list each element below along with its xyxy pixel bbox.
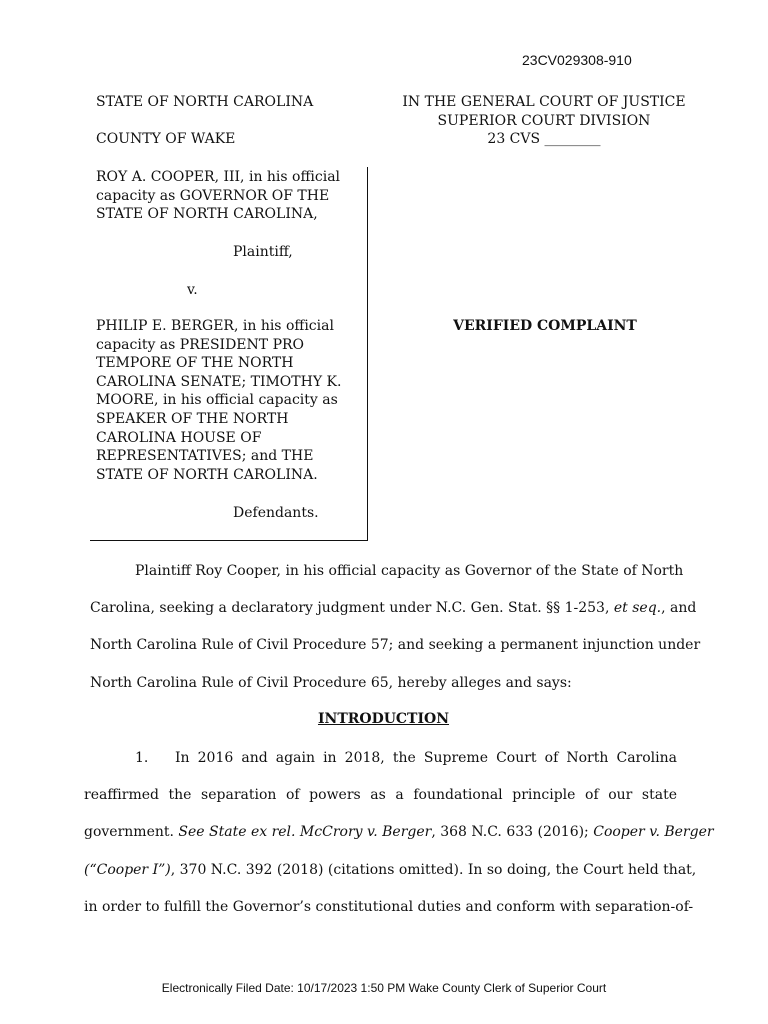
- p1-line-3-b: , 368 N.C. 633 (2016);: [431, 824, 594, 840]
- defendant-line: capacity as PRESIDENT PRO: [96, 336, 305, 353]
- county-label: COUNTY OF WAKE: [96, 131, 236, 147]
- paragraph-1-number: 1.: [135, 750, 149, 766]
- document-title: VERIFIED COMPLAINT: [453, 318, 637, 334]
- paragraph-1-line-2: reaffirmed the separation of powers as a foundational principle of our state: [84, 787, 677, 803]
- court-line-3: 23 CVS ________: [487, 131, 601, 148]
- defendant-block: [96, 317, 341, 484]
- paragraph-1-line-4: [84, 861, 697, 879]
- intro-line-2-em: et seq.: [613, 600, 662, 616]
- intro-line-1-text: Plaintiff Roy Cooper, in his official capacity as Governor of the State of North: [135, 563, 684, 579]
- plaintiff-label: Plaintiff,: [233, 244, 293, 260]
- defendant-line: TEMPORE OF THE NORTH: [96, 355, 294, 372]
- defendant-line: STATE OF NORTH CAROLINA.: [96, 466, 318, 483]
- section-heading: INTRODUCTION: [317, 711, 450, 727]
- intro-line-3: North Carolina Rule of Civil Procedure 57; and seeking a permanent injunction under: [90, 637, 701, 653]
- intro-line-2: [90, 599, 697, 617]
- intro-line-2-b: , and: [661, 600, 697, 616]
- court-line-2: SUPERIOR COURT DIVISION: [437, 112, 651, 129]
- versus-label: v.: [187, 282, 198, 298]
- state-label: STATE OF NORTH CAROLINA: [96, 94, 314, 110]
- p1-line-3-a: government.: [84, 824, 179, 840]
- court-block: [394, 93, 694, 149]
- paragraph-1-line-3: [84, 823, 714, 841]
- caption-vertical-rule: [367, 167, 368, 541]
- defendant-line: SPEAKER OF THE NORTH: [96, 410, 289, 427]
- defendant-line: REPRESENTATIVES; and THE: [96, 448, 314, 465]
- defendant-line: PHILIP E. BERGER, in his official: [96, 318, 334, 334]
- defendant-line: MOORE, in his official capacity as: [96, 392, 338, 409]
- defendant-line: CAROLINA HOUSE OF: [96, 429, 262, 446]
- p1-line-3-em1: See State ex rel. McCrory v. Berger: [178, 824, 432, 840]
- paragraph-1-line-5: in order to fulfill the Governor’s constitutional duties and conform with separation-of-: [84, 899, 694, 915]
- paragraph-1-line-1: In 2016 and again in 2018, the Supreme Court of North Carolina: [175, 750, 677, 766]
- defendant-line: CAROLINA SENATE; TIMOTHY K.: [96, 373, 342, 390]
- court-line-1: IN THE GENERAL COURT OF JUSTICE: [402, 94, 686, 110]
- p1-line-4-b: , 370 N.C. 392 (2018) (citations omitted). In so doing, the Court held that,: [170, 862, 697, 878]
- caption-horizontal-rule: [90, 540, 368, 541]
- case-number: 23CV029308-910: [522, 52, 632, 68]
- filing-footer: Electronically Filed Date: 10/17/2023 1:50 PM Wake County Clerk of Superior Court: [161, 981, 607, 995]
- plaintiff-block: [96, 168, 340, 224]
- plaintiff-line: capacity as GOVERNOR OF THE: [96, 187, 330, 204]
- defendant-label: Defendants.: [233, 505, 319, 521]
- p1-line-4-em: (“Cooper I”): [84, 862, 171, 878]
- plaintiff-line: ROY A. COOPER, III, in his official: [96, 169, 341, 185]
- intro-line-1: [90, 562, 684, 580]
- p1-line-3-em2: Cooper v. Berger: [593, 824, 714, 840]
- plaintiff-line: STATE OF NORTH CAROLINA,: [96, 206, 318, 223]
- intro-line-2-a: Carolina, seeking a declaratory judgment under N.C. Gen. Stat. §§ 1-253,: [90, 600, 614, 616]
- intro-line-4: North Carolina Rule of Civil Procedure 65, hereby alleges and says:: [90, 675, 572, 691]
